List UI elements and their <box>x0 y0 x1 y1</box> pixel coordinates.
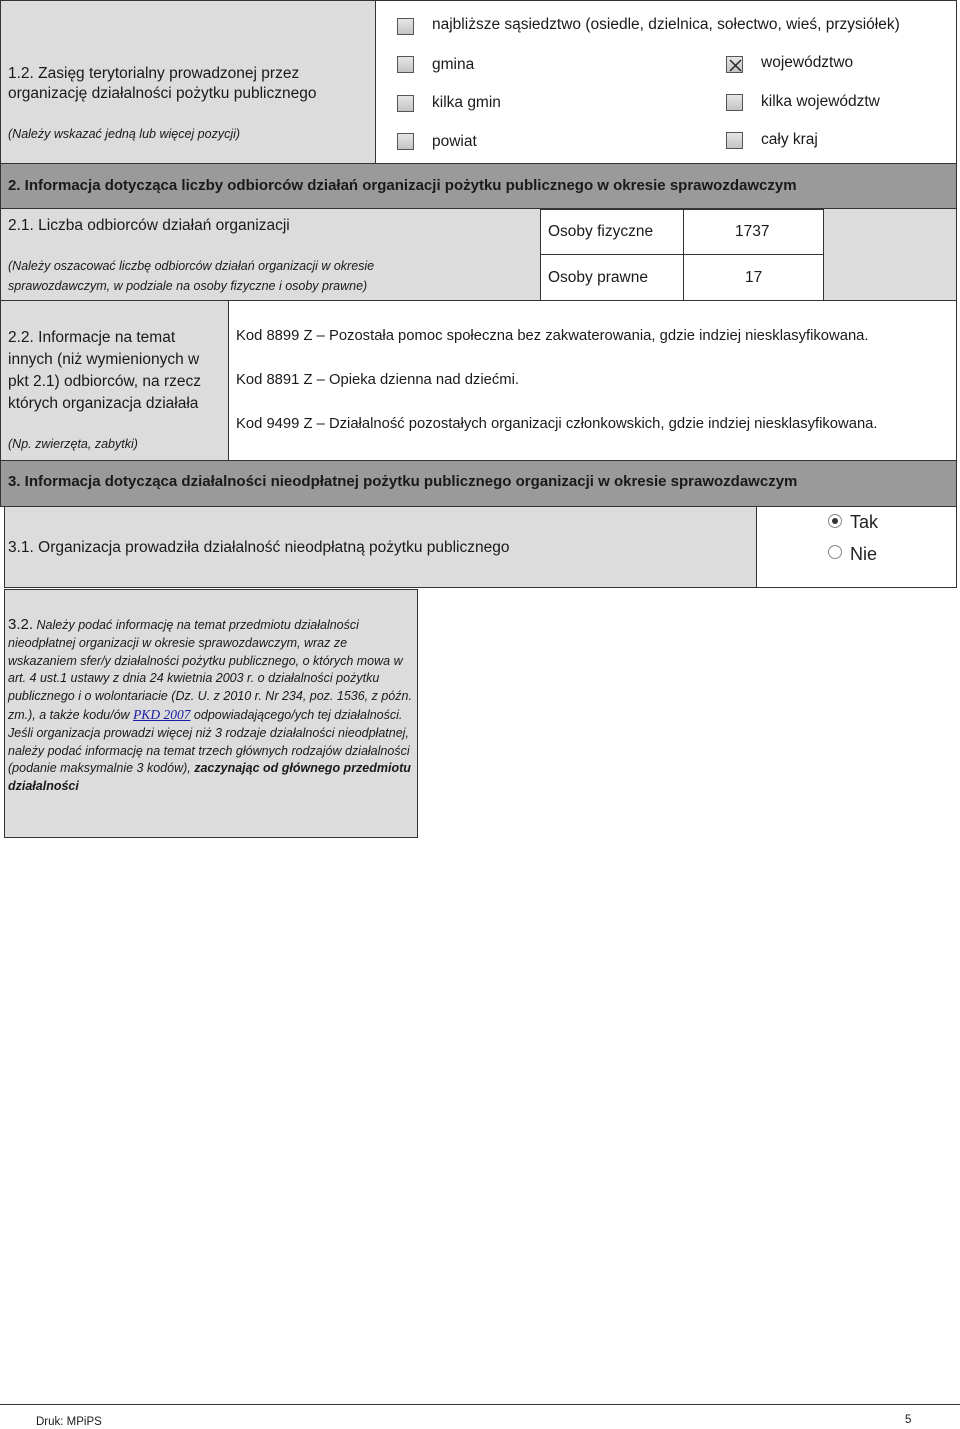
radio-tak-label: Tak <box>850 512 879 532</box>
option-powiat-label: powiat <box>432 133 477 150</box>
option-kilka-wojewodztw-label: kilka województw <box>761 93 880 110</box>
recipients-count-title: 2.1. Liczba odbiorców działań organizacji <box>8 217 290 234</box>
recipients-count-note-line2: sprawozdawczym, w podziale na osoby fizyczne i osoby prawne) <box>8 279 368 293</box>
legal-persons-divider <box>683 254 684 301</box>
natural-persons-divider <box>683 209 684 255</box>
pkd-2007-link[interactable]: PKD 2007 <box>133 706 191 722</box>
option-kilka-gmin-label: kilka gmin <box>432 94 501 111</box>
footer-page-number: 5 <box>905 1414 912 1426</box>
other-recipients-title-line3: pkt 2.1) odbiorców, na rzecz <box>8 373 201 390</box>
territorial-scope-note: (Należy wskazać jedną lub więcej pozycji) <box>8 127 241 141</box>
section-3-2-number: 3.2. <box>8 616 34 633</box>
free-activity-question: 3.1. Organizacja prowadziła działalność nieodpłatną pożytku publicznego <box>8 539 510 556</box>
checkmark-x-icon <box>727 57 744 74</box>
natural-persons-value[interactable]: 1737 <box>735 223 770 240</box>
other-recipients-title-line4: których organizacja działała <box>8 395 199 412</box>
option-gmina-label: gmina <box>432 56 475 73</box>
option-gmina-checkbox[interactable] <box>397 56 414 73</box>
option-caly-kraj-checkbox[interactable] <box>726 132 743 149</box>
recipients-count-note-line1: (Należy oszacować liczbę odbiorców działań organizacji w okresie <box>8 259 375 273</box>
radio-nie[interactable] <box>828 545 842 559</box>
radio-tak[interactable] <box>828 514 842 528</box>
option-caly-kraj-label: cały kraj <box>761 131 818 148</box>
section-3-header-text: 3. Informacja dotycząca działalności nieodpłatnej pożytku publicznego organizacji w okresie sprawozdawczym <box>8 473 798 490</box>
other-recipients-title-line1: 2.2. Informacje na temat <box>8 329 176 346</box>
option-kilka-wojewodztw-checkbox[interactable] <box>726 94 743 111</box>
radio-nie-label: Nie <box>850 544 878 564</box>
territorial-scope-title-line2: organizację działalności pożytku publicznego <box>8 85 317 102</box>
option-wojewodztwo-checkbox[interactable] <box>726 56 743 73</box>
free-activity-instructions <box>8 616 418 796</box>
section-3-2-lead: Należy podać informację na temat przedmiotu działalności nieodpłatnej organizacji w okresie sprawozdawczym, wraz ze wskazaniem sfer/y działalności pożytku publicznego, o których mowa w art. 4 ust.1 ustawy z dnia 24 kwietnia 2003 r. o działalności pożytku publicznego i o wolontariacie (Dz. U. z 2010 r. Nr 234, poz. 1536, z późn. zm.), a także kodu/ów <box>8 618 412 722</box>
footer-divider <box>0 1404 960 1405</box>
footer-print-label: Druk: MPiPS <box>36 1416 102 1428</box>
section-3-2-mid: odpowiadającego/ych tej działalności. Jeśli organizacja prowadzi więcej niż 3 rodzaje działalności nieodpłatnej, należy podać informację na temat trzech głównych rodzajów działalności (podanie maksymalnie 3 kodów), <box>8 707 410 776</box>
option-kilka-gmin-checkbox[interactable] <box>397 95 414 112</box>
option-neighbourhood-label: najbliższe sąsiedztwo (osiedle, dzielnica, sołectwo, wieś, przysiółek) <box>432 16 900 33</box>
section-2-header-text: 2. Informacja dotycząca liczby odbiorców działań organizacji pożytku publicznego w okresie sprawozdawczym <box>8 177 797 194</box>
option-neighbourhood-checkbox[interactable] <box>397 18 414 35</box>
pkd-code-3: Kod 9499 Z – Działalność pozostałych organizacji członkowskich, gdzie indziej niesklasyfikowana. <box>236 416 878 432</box>
option-powiat-checkbox[interactable] <box>397 133 414 150</box>
pkd-code-1: Kod 8899 Z – Pozostała pomoc społeczna bez zakwaterowania, gdzie indziej niesklasyfikowana. <box>236 328 869 344</box>
natural-persons-label: Osoby fizyczne <box>548 223 654 240</box>
pkd-code-2: Kod 8891 Z – Opieka dzienna nad dziećmi. <box>236 372 519 388</box>
radio-selected-dot-icon <box>832 518 838 524</box>
other-recipients-title-line2: innych (niż wymienionych w <box>8 351 200 368</box>
other-recipients-note: (Np. zwierzęta, zabytki) <box>8 437 138 451</box>
option-wojewodztwo-label: województwo <box>761 54 854 71</box>
territorial-scope-title-line1: 1.2. Zasięg terytorialny prowadzonej przez <box>8 65 300 82</box>
legal-persons-label: Osoby prawne <box>548 269 648 286</box>
legal-persons-value[interactable]: 17 <box>745 269 763 286</box>
section-3-2-emphasis: zaczynając od głównego przedmiotu działalności <box>8 761 411 794</box>
